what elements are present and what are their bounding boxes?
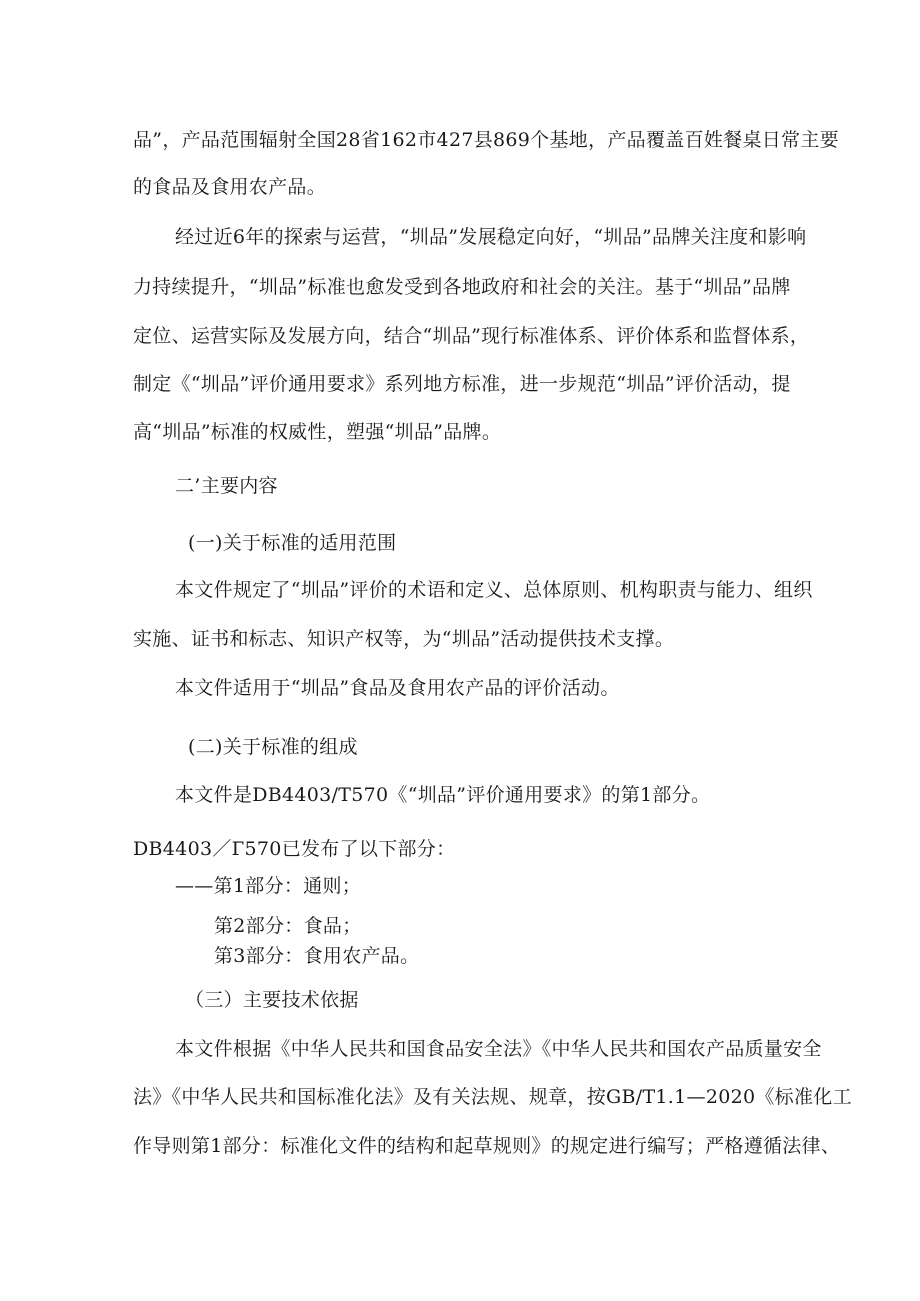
paragraph-line: 本文件规定了“圳品”评价的术语和定义、总体原则、机构职责与能力、组织	[175, 579, 813, 601]
paragraph-line: 力持续提升，“圳品”标准也愈发受到各地政府和社会的关注。基于“圳品”品牌	[133, 276, 791, 298]
paragraph-line: 高“圳品”标准的权威性，塑强“圳品”品牌。	[133, 421, 502, 443]
paragraph-line: 品”，产品范围辐射全国28省162市427县869个基地，产品覆盖百姓餐桌日常主要	[133, 129, 839, 151]
list-item: 第2部分：食品；	[214, 915, 362, 937]
subsection-heading: (一)关于标准的适用范围	[188, 532, 397, 554]
paragraph-line: 法》《中华人民共和国标准化法》及有关法规、规章，按GB/T1.1—2020《标准化工	[133, 1086, 852, 1108]
paragraph-line: 的食品及食用农产品。	[133, 176, 327, 198]
paragraph-line: 作导则第1部分：标准化文件的结构和起草规则》的规定进行编写；严格遵循法律、	[133, 1135, 841, 1157]
list-item: 第3部分：食用农产品。	[214, 945, 420, 967]
subsection-heading: （三）主要技术依据	[185, 989, 359, 1011]
section-heading: 二’主要内容	[175, 475, 278, 497]
paragraph-line: 制定《“圳品”评价通用要求》系列地方标准，进一步规范“圳品”评价活动，提	[133, 373, 791, 395]
list-item: ——第1部分：通则；	[175, 875, 362, 897]
paragraph-line: 本文件是DB4403/T570《“圳品”评价通用要求》的第1部分。	[175, 784, 711, 806]
paragraph-line: 本文件适用于“圳品”食品及食用农产品的评价活动。	[175, 677, 620, 699]
paragraph-line: 经过近6年的探索与运营，“圳品”发展稳定向好，“圳品”品牌关注度和影响	[175, 226, 807, 248]
paragraph-line: DB4403／Г570已发布了以下部分：	[133, 838, 456, 860]
paragraph-line: 本文件根据《中华人民共和国食品安全法》《中华人民共和国农产品质量安全	[175, 1038, 822, 1060]
paragraph-line: 定位、运营实际及发展方向，结合“圳品”现行标准体系、评价体系和监督体系，	[133, 325, 810, 347]
subsection-heading: (二)关于标准的组成	[188, 736, 358, 758]
paragraph-line: 实施、证书和标志、知识产权等，为“圳品”活动提供技术支撑。	[133, 628, 675, 650]
